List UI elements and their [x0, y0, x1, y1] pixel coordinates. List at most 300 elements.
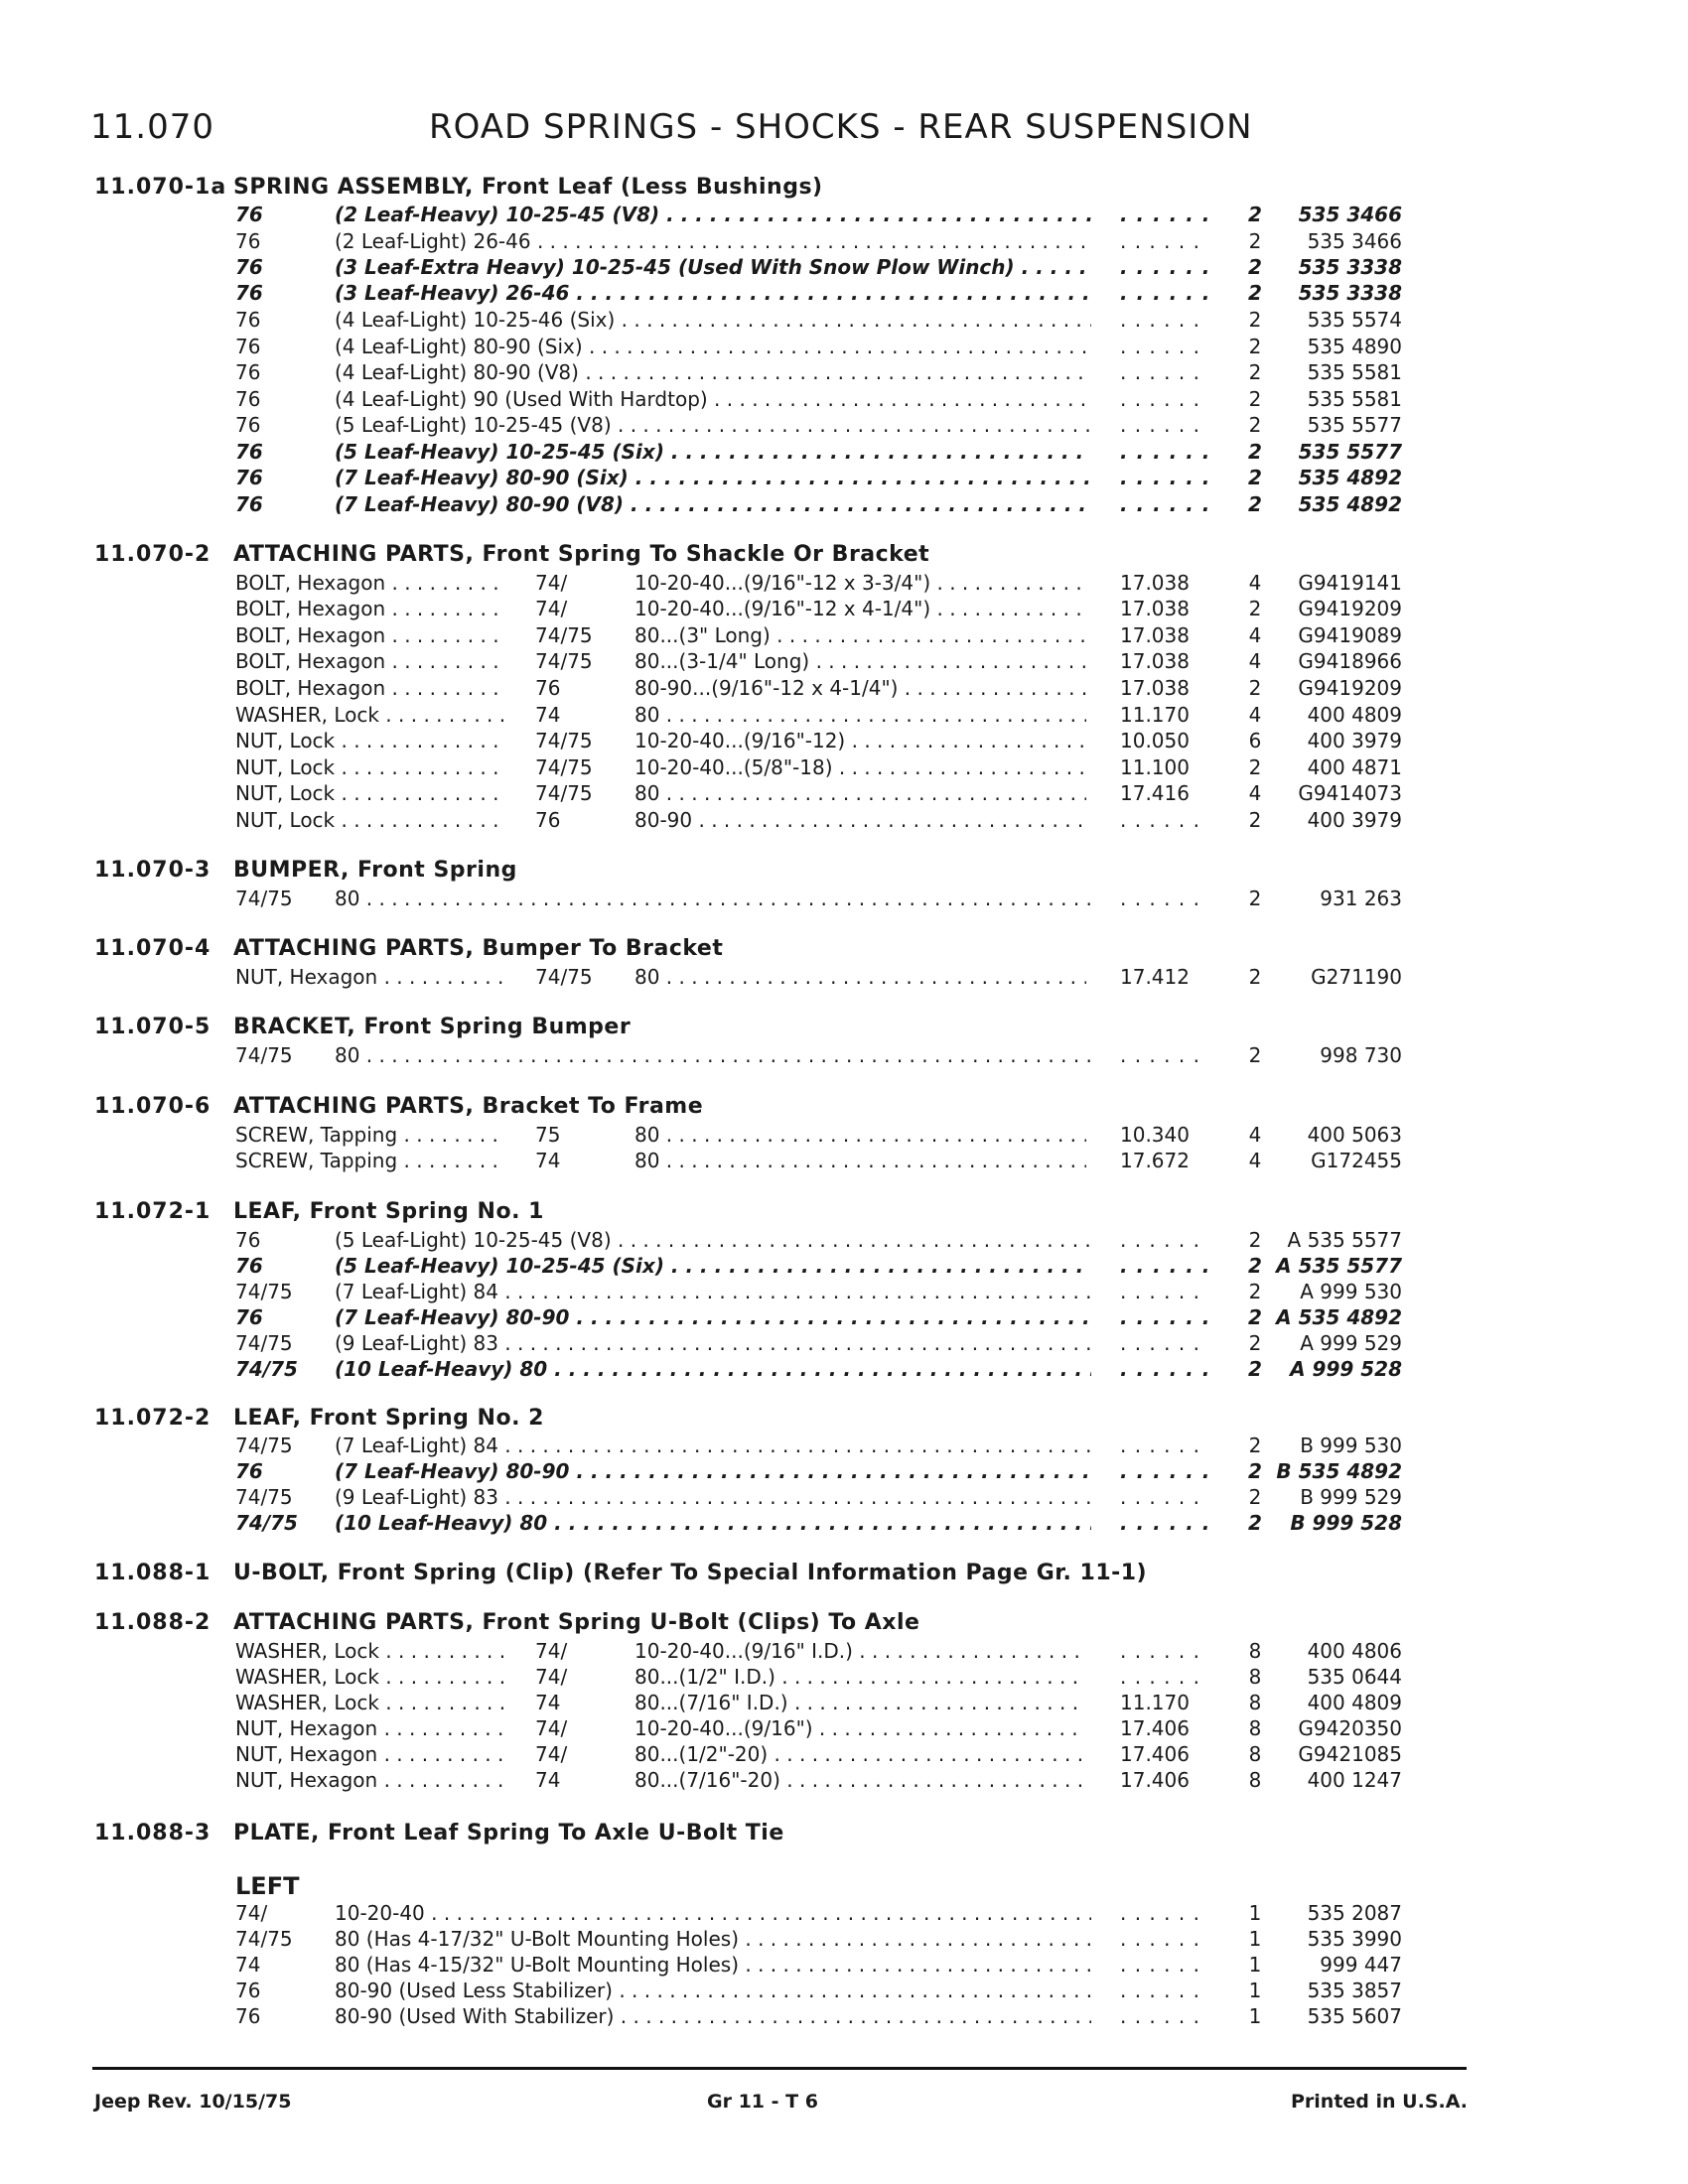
section-number: 11.070-3: [94, 858, 211, 883]
quantity: 2: [1248, 229, 1262, 253]
quantity: 2: [1248, 1305, 1262, 1329]
list-item: [0, 203, 1688, 228]
item-description: (7 Leaf-Light) 84 . . .: [335, 1433, 1091, 1457]
item-description: 80...(3-1/4" Long) . . .: [634, 649, 1086, 673]
model-code: 76: [235, 1459, 263, 1483]
part-number: 535 3990: [1307, 1927, 1402, 1951]
part-name: NUT, Hexagon . . .: [235, 1742, 505, 1766]
part-name: SCREW, Tapping . . .: [235, 1123, 505, 1147]
item-description: (3 Leaf-Heavy) 26-46 . . .: [335, 281, 1091, 305]
table-row: [0, 1768, 1688, 1794]
part-number: 535 3338: [1298, 281, 1402, 305]
section-title: BUMPER, Front Spring: [233, 858, 517, 883]
part-name: WASHER, Lock . . .: [235, 1639, 505, 1663]
model-code: 74/75: [235, 1485, 293, 1509]
quantity: 2: [1248, 755, 1262, 779]
model-code: 76: [235, 1979, 261, 2002]
model-code: 74: [535, 703, 561, 727]
item-description: 80-90 . . .: [634, 808, 1086, 832]
quantity: 2: [1248, 1511, 1262, 1535]
table-row: [0, 1742, 1688, 1768]
part-number: B 999 528: [1290, 1511, 1402, 1535]
part-number: A 999 528: [1290, 1357, 1402, 1381]
part-name: NUT, Lock . . .: [235, 781, 505, 805]
part-number: 535 3466: [1307, 229, 1402, 253]
item-description: (2 Leaf-Heavy) 10-25-45 (V8) . . .: [335, 203, 1091, 226]
part-name: NUT, Hexagon . . .: [235, 1716, 505, 1740]
part-number: G9418966: [1298, 649, 1402, 673]
model-code: 74: [535, 1691, 561, 1714]
reference-code: [1120, 2004, 1199, 2028]
item-description: (7 Leaf-Heavy) 80-90 (V8) . . .: [335, 492, 1091, 516]
quantity: 2: [1248, 308, 1262, 332]
model-code: 74/75: [535, 623, 593, 647]
list-item: [0, 1280, 1688, 1305]
section-title: ATTACHING PARTS, Front Spring U-Bolt (Clips) To Axle: [233, 1610, 920, 1635]
table-row: [0, 1665, 1688, 1691]
part-number: G9419209: [1298, 597, 1402, 620]
reference-code: [1120, 887, 1199, 910]
quantity: 8: [1248, 1665, 1262, 1689]
list-item: [0, 387, 1688, 413]
part-number: G9414073: [1298, 781, 1402, 805]
list-item: [0, 2004, 1688, 2030]
model-code: 76: [535, 676, 561, 700]
section-number: 11.070-5: [94, 1015, 211, 1039]
reference-code: 17.038: [1120, 676, 1190, 700]
quantity: 2: [1248, 1485, 1262, 1509]
part-number: 931 263: [1320, 887, 1402, 910]
quantity: 8: [1248, 1716, 1262, 1740]
section-title: ATTACHING PARTS, Bracket To Frame: [233, 1094, 704, 1119]
quantity: 6: [1248, 729, 1262, 752]
model-code: 76: [235, 2004, 261, 2028]
item-description: (5 Leaf-Light) 10-25-45 (V8) . . .: [335, 413, 1091, 437]
reference-code: [1120, 440, 1199, 464]
quantity: 2: [1248, 203, 1262, 226]
reference-code: [1120, 1043, 1199, 1067]
reference-code: [1120, 1357, 1199, 1381]
part-number: 535 0644: [1307, 1665, 1402, 1689]
reference-code: 17.038: [1120, 597, 1190, 620]
quantity: 2: [1248, 387, 1262, 411]
part-number: A 535 5577: [1276, 1254, 1402, 1278]
part-number: 400 1247: [1307, 1768, 1402, 1792]
model-code: 74/75: [535, 781, 593, 805]
reference-code: [1120, 1254, 1199, 1278]
part-name: BOLT, Hexagon . . .: [235, 649, 505, 673]
part-number: G9419141: [1298, 571, 1402, 595]
model-code: 76: [535, 808, 561, 832]
part-name: BOLT, Hexagon . . .: [235, 676, 505, 700]
reference-code: 17.412: [1120, 965, 1190, 989]
section-number: 11.070-4: [94, 936, 211, 961]
model-code: 74/: [235, 1901, 268, 1925]
list-item: [0, 360, 1688, 386]
item-description: 10-20-40...(9/16"-12 x 4-1/4") . . .: [634, 597, 1086, 620]
quantity: 4: [1248, 1149, 1262, 1172]
model-code: 76: [235, 466, 263, 489]
list-item: [0, 1953, 1688, 1979]
item-description: 80 (Has 4-15/32" U-Bolt Mounting Holes) . . .: [335, 1953, 1091, 1977]
table-row: [0, 1123, 1688, 1149]
reference-code: [1120, 1305, 1199, 1329]
list-item: [0, 1511, 1688, 1537]
item-description: (7 Leaf-Heavy) 80-90 . . .: [335, 1459, 1091, 1483]
list-item: [0, 1433, 1688, 1459]
part-name: SCREW, Tapping . . .: [235, 1149, 505, 1172]
model-code: 74/: [535, 1742, 568, 1766]
list-item: [0, 1979, 1688, 2004]
item-description: (4 Leaf-Light) 10-25-46 (Six) . . .: [335, 308, 1091, 332]
item-description: (7 Leaf-Heavy) 80-90 . . .: [335, 1305, 1091, 1329]
reference-code: [1120, 1485, 1199, 1509]
list-item: [0, 255, 1688, 281]
quantity: 2: [1248, 1043, 1262, 1067]
part-name: NUT, Lock . . .: [235, 729, 505, 752]
part-name: BOLT, Hexagon . . .: [235, 571, 505, 595]
part-name: WASHER, Lock . . .: [235, 1691, 505, 1714]
section-title: LEAF, Front Spring No. 1: [233, 1199, 544, 1224]
reference-code: [1120, 1280, 1199, 1303]
item-description: 80 . . .: [335, 1043, 1091, 1067]
quantity: 4: [1248, 623, 1262, 647]
model-code: 76: [235, 387, 261, 411]
table-row: [0, 755, 1688, 781]
model-code: 74/: [535, 597, 568, 620]
model-code: 74: [535, 1768, 561, 1792]
reference-code: [1120, 1459, 1199, 1483]
item-description: (4 Leaf-Light) 90 (Used With Hardtop) . . .: [335, 387, 1091, 411]
model-code: 74: [235, 1953, 261, 1977]
item-description: 80...(1/2" I.D.) . . .: [634, 1665, 1086, 1689]
item-description: 80...(7/16" I.D.) . . .: [634, 1691, 1086, 1714]
section-number: 11.070-2: [94, 542, 211, 567]
reference-code: [1120, 203, 1199, 226]
table-row: [0, 781, 1688, 807]
model-code: 75: [535, 1123, 561, 1147]
item-description: (7 Leaf-Light) 84 . . .: [335, 1280, 1091, 1303]
model-code: 74/75: [535, 755, 593, 779]
part-number: G9419209: [1298, 676, 1402, 700]
model-code: 76: [235, 255, 263, 279]
table-row: [0, 623, 1688, 649]
quantity: 2: [1248, 1228, 1262, 1252]
part-number: 400 4871: [1307, 755, 1402, 779]
section-title: U-BOLT, Front Spring (Clip) (Refer To Special Information Page Gr. 11-1): [233, 1561, 1148, 1585]
model-code: 74/75: [235, 1331, 293, 1355]
item-description: 80-90 (Used Less Stabilizer) . . .: [335, 1979, 1091, 2002]
reference-code: [1120, 229, 1199, 253]
item-description: (2 Leaf-Light) 26-46 . . .: [335, 229, 1091, 253]
table-row: [0, 1149, 1688, 1174]
footer-page-ref: Gr 11 - T 6: [707, 2091, 818, 2113]
model-code: 76: [235, 492, 263, 516]
part-number: 535 5607: [1307, 2004, 1402, 2028]
quantity: 4: [1248, 703, 1262, 727]
reference-code: 17.038: [1120, 623, 1190, 647]
section-title: PLATE, Front Leaf Spring To Axle U-Bolt Tie: [233, 1821, 784, 1845]
part-name: NUT, Hexagon . . .: [235, 1768, 505, 1792]
quantity: 2: [1248, 597, 1262, 620]
part-number: 535 4892: [1298, 466, 1402, 489]
section-number: 11.088-2: [94, 1610, 211, 1635]
item-description: (5 Leaf-Heavy) 10-25-45 (Six) . . .: [335, 440, 1091, 464]
part-number: A 535 4892: [1276, 1305, 1402, 1329]
reference-code: [1120, 413, 1199, 437]
model-code: 76: [235, 1305, 263, 1329]
part-number: G271190: [1311, 965, 1402, 989]
quantity: 2: [1248, 1357, 1262, 1381]
item-description: (5 Leaf-Heavy) 10-25-45 (Six) . . .: [335, 1254, 1091, 1278]
part-number: 535 4890: [1307, 335, 1402, 358]
item-description: 80-90 (Used With Stabilizer) . . .: [335, 2004, 1091, 2028]
model-code: 76: [235, 1228, 261, 1252]
quantity: 8: [1248, 1768, 1262, 1792]
subheading-left: LEFT: [235, 1872, 300, 1900]
quantity: 1: [1248, 1979, 1262, 2002]
reference-code: [1120, 1665, 1199, 1689]
part-name: BOLT, Hexagon . . .: [235, 623, 505, 647]
reference-code: [1120, 387, 1199, 411]
quantity: 2: [1248, 965, 1262, 989]
reference-code: 11.100: [1120, 755, 1190, 779]
part-name: NUT, Lock . . .: [235, 808, 505, 832]
quantity: 4: [1248, 571, 1262, 595]
model-code: 74/75: [235, 1280, 293, 1303]
part-number: 535 5577: [1298, 440, 1402, 464]
item-description: 10-20-40...(9/16"-12 x 3-3/4") . . .: [634, 571, 1086, 595]
quantity: 2: [1248, 676, 1262, 700]
reference-code: [1120, 1901, 1199, 1925]
quantity: 2: [1248, 255, 1262, 279]
table-row: [0, 571, 1688, 597]
model-code: 74/: [535, 1716, 568, 1740]
list-item: [0, 1357, 1688, 1383]
item-description: (9 Leaf-Light) 83 . . .: [335, 1485, 1091, 1509]
quantity: 2: [1248, 887, 1262, 910]
quantity: 1: [1248, 1953, 1262, 1977]
list-item: [0, 1901, 1688, 1927]
section-number: 11.070-1a: [94, 175, 227, 200]
section-number: 11.088-3: [94, 1821, 211, 1845]
quantity: 2: [1248, 335, 1262, 358]
item-description: 10-20-40...(9/16" I.D.) . . .: [634, 1639, 1086, 1663]
quantity: 2: [1248, 1433, 1262, 1457]
table-row: [0, 808, 1688, 834]
item-description: 80 . . .: [634, 781, 1086, 805]
section-number: 11.088-1: [94, 1561, 211, 1585]
list-item: [0, 887, 1688, 912]
reference-code: [1120, 281, 1199, 305]
reference-code: [1120, 335, 1199, 358]
reference-code: [1120, 1953, 1199, 1977]
item-description: 10-20-40 . . .: [335, 1901, 1091, 1925]
list-item: [0, 1927, 1688, 1953]
table-row: [0, 729, 1688, 754]
part-number: 535 5577: [1307, 413, 1402, 437]
part-number: G9421085: [1298, 1742, 1402, 1766]
list-item: [0, 1331, 1688, 1357]
section-number: 11.072-2: [94, 1406, 211, 1431]
model-code: 76: [235, 413, 261, 437]
table-row: [0, 1639, 1688, 1665]
reference-code: [1120, 255, 1199, 279]
reference-code: [1120, 1639, 1199, 1663]
model-code: 74/: [535, 1639, 568, 1663]
quantity: 8: [1248, 1639, 1262, 1663]
reference-code: 11.170: [1120, 703, 1190, 727]
model-code: 74/75: [235, 1511, 298, 1535]
quantity: 2: [1248, 1254, 1262, 1278]
model-code: 74/75: [235, 1357, 298, 1381]
quantity: 2: [1248, 1331, 1262, 1355]
part-number: 400 3979: [1307, 729, 1402, 752]
item-description: 80-90...(9/16"-12 x 4-1/4") . . .: [634, 676, 1086, 700]
model-code: 76: [235, 360, 261, 384]
list-item: [0, 1305, 1688, 1331]
quantity: 2: [1248, 413, 1262, 437]
item-description: (7 Leaf-Heavy) 80-90 (Six) . . .: [335, 466, 1091, 489]
reference-code: 17.038: [1120, 649, 1190, 673]
quantity: 1: [1248, 1901, 1262, 1925]
part-name: NUT, Hexagon . . .: [235, 965, 505, 989]
quantity: 2: [1248, 281, 1262, 305]
reference-code: 17.416: [1120, 781, 1190, 805]
item-description: 10-20-40...(5/8"-18) . . .: [634, 755, 1086, 779]
reference-code: 17.406: [1120, 1716, 1190, 1740]
footer-revision: Jeep Rev. 10/15/75: [94, 2091, 292, 2113]
footer-printed: Printed in U.S.A.: [1291, 2091, 1468, 2113]
part-number: 535 3466: [1298, 203, 1402, 226]
list-item: [0, 1254, 1688, 1280]
list-item: [0, 1485, 1688, 1511]
part-number: 400 4809: [1307, 1691, 1402, 1714]
group-number: 11.070: [90, 107, 214, 147]
item-description: (10 Leaf-Heavy) 80 . . .: [335, 1511, 1091, 1535]
quantity: 1: [1248, 1927, 1262, 1951]
model-code: 76: [235, 1254, 263, 1278]
list-item: [0, 1043, 1688, 1069]
model-code: 76: [235, 229, 261, 253]
section-title: LEAF, Front Spring No. 2: [233, 1406, 544, 1431]
part-number: B 999 529: [1300, 1485, 1402, 1509]
item-description: (3 Leaf-Extra Heavy) 10-25-45 (Used With Snow Plow Winch) . . .: [335, 255, 1091, 279]
table-row: [0, 1716, 1688, 1742]
part-number: 535 5581: [1307, 387, 1402, 411]
part-name: WASHER, Lock . . .: [235, 703, 505, 727]
item-description: 80 . . .: [634, 965, 1086, 989]
part-number: A 999 530: [1300, 1280, 1402, 1303]
list-item: [0, 492, 1688, 518]
page-header: [0, 107, 1688, 157]
model-code: 74/75: [535, 729, 593, 752]
quantity: 8: [1248, 1691, 1262, 1714]
table-row: [0, 649, 1688, 675]
part-number: 535 2087: [1307, 1901, 1402, 1925]
part-number: 535 5581: [1307, 360, 1402, 384]
list-item: [0, 335, 1688, 360]
quantity: 8: [1248, 1742, 1262, 1766]
model-code: 74/75: [235, 1927, 293, 1951]
item-description: 80...(7/16"-20) . . .: [634, 1768, 1086, 1792]
section-title: ATTACHING PARTS, Front Spring To Shackle Or Bracket: [233, 542, 930, 567]
table-row: [0, 597, 1688, 622]
quantity: 1: [1248, 2004, 1262, 2028]
model-code: 74/75: [535, 965, 593, 989]
reference-code: [1120, 1979, 1199, 2002]
reference-code: [1120, 466, 1199, 489]
reference-code: [1120, 1433, 1199, 1457]
part-number: B 999 530: [1300, 1433, 1402, 1457]
item-description: (4 Leaf-Light) 80-90 (V8) . . .: [335, 360, 1091, 384]
reference-code: [1120, 1228, 1199, 1252]
list-item: [0, 466, 1688, 491]
list-item: [0, 229, 1688, 255]
part-number: B 535 4892: [1276, 1459, 1402, 1483]
list-item: [0, 308, 1688, 334]
quantity: 2: [1248, 360, 1262, 384]
reference-code: [1120, 1511, 1199, 1535]
model-code: 74/: [535, 571, 568, 595]
quantity: 4: [1248, 649, 1262, 673]
part-number: 535 3857: [1307, 1979, 1402, 2002]
item-description: 80 . . .: [335, 887, 1091, 910]
reference-code: [1120, 1927, 1199, 1951]
list-item: [0, 1228, 1688, 1254]
reference-code: [1120, 360, 1199, 384]
quantity: 2: [1248, 492, 1262, 516]
item-description: 80 . . .: [634, 703, 1086, 727]
quantity: 2: [1248, 1459, 1262, 1483]
section-title: BRACKET, Front Spring Bumper: [233, 1015, 632, 1039]
reference-code: 10.340: [1120, 1123, 1190, 1147]
quantity: 2: [1248, 1280, 1262, 1303]
reference-code: [1120, 308, 1199, 332]
section-title: ATTACHING PARTS, Bumper To Bracket: [233, 936, 724, 961]
part-number: G172455: [1311, 1149, 1402, 1172]
part-number: 535 3338: [1298, 255, 1402, 279]
quantity: 2: [1248, 466, 1262, 489]
reference-code: 17.038: [1120, 571, 1190, 595]
item-description: 80...(3" Long) . . .: [634, 623, 1086, 647]
model-code: 76: [235, 281, 263, 305]
model-code: 76: [235, 203, 263, 226]
model-code: 76: [235, 335, 261, 358]
part-number: 999 447: [1320, 1953, 1402, 1977]
item-description: (5 Leaf-Light) 10-25-45 (V8) . . .: [335, 1228, 1091, 1252]
model-code: 74/75: [235, 887, 293, 910]
footer-divider: [92, 2067, 1467, 2070]
reference-code: 17.406: [1120, 1742, 1190, 1766]
item-description: 80...(1/2"-20) . . .: [634, 1742, 1086, 1766]
model-code: 74/75: [235, 1043, 293, 1067]
quantity: 2: [1248, 808, 1262, 832]
part-name: BOLT, Hexagon . . .: [235, 597, 505, 620]
part-number: 400 5063: [1307, 1123, 1402, 1147]
quantity: 4: [1248, 1123, 1262, 1147]
table-row: [0, 676, 1688, 702]
reference-code: [1120, 808, 1199, 832]
model-code: 76: [235, 308, 261, 332]
item-description: (4 Leaf-Light) 80-90 (Six) . . .: [335, 335, 1091, 358]
reference-code: [1120, 1331, 1199, 1355]
model-code: 74: [535, 1149, 561, 1172]
reference-code: 11.170: [1120, 1691, 1190, 1714]
part-number: A 535 5577: [1287, 1228, 1402, 1252]
page-title: ROAD SPRINGS - SHOCKS - REAR SUSPENSION: [429, 107, 1253, 147]
part-number: 400 4809: [1307, 703, 1402, 727]
